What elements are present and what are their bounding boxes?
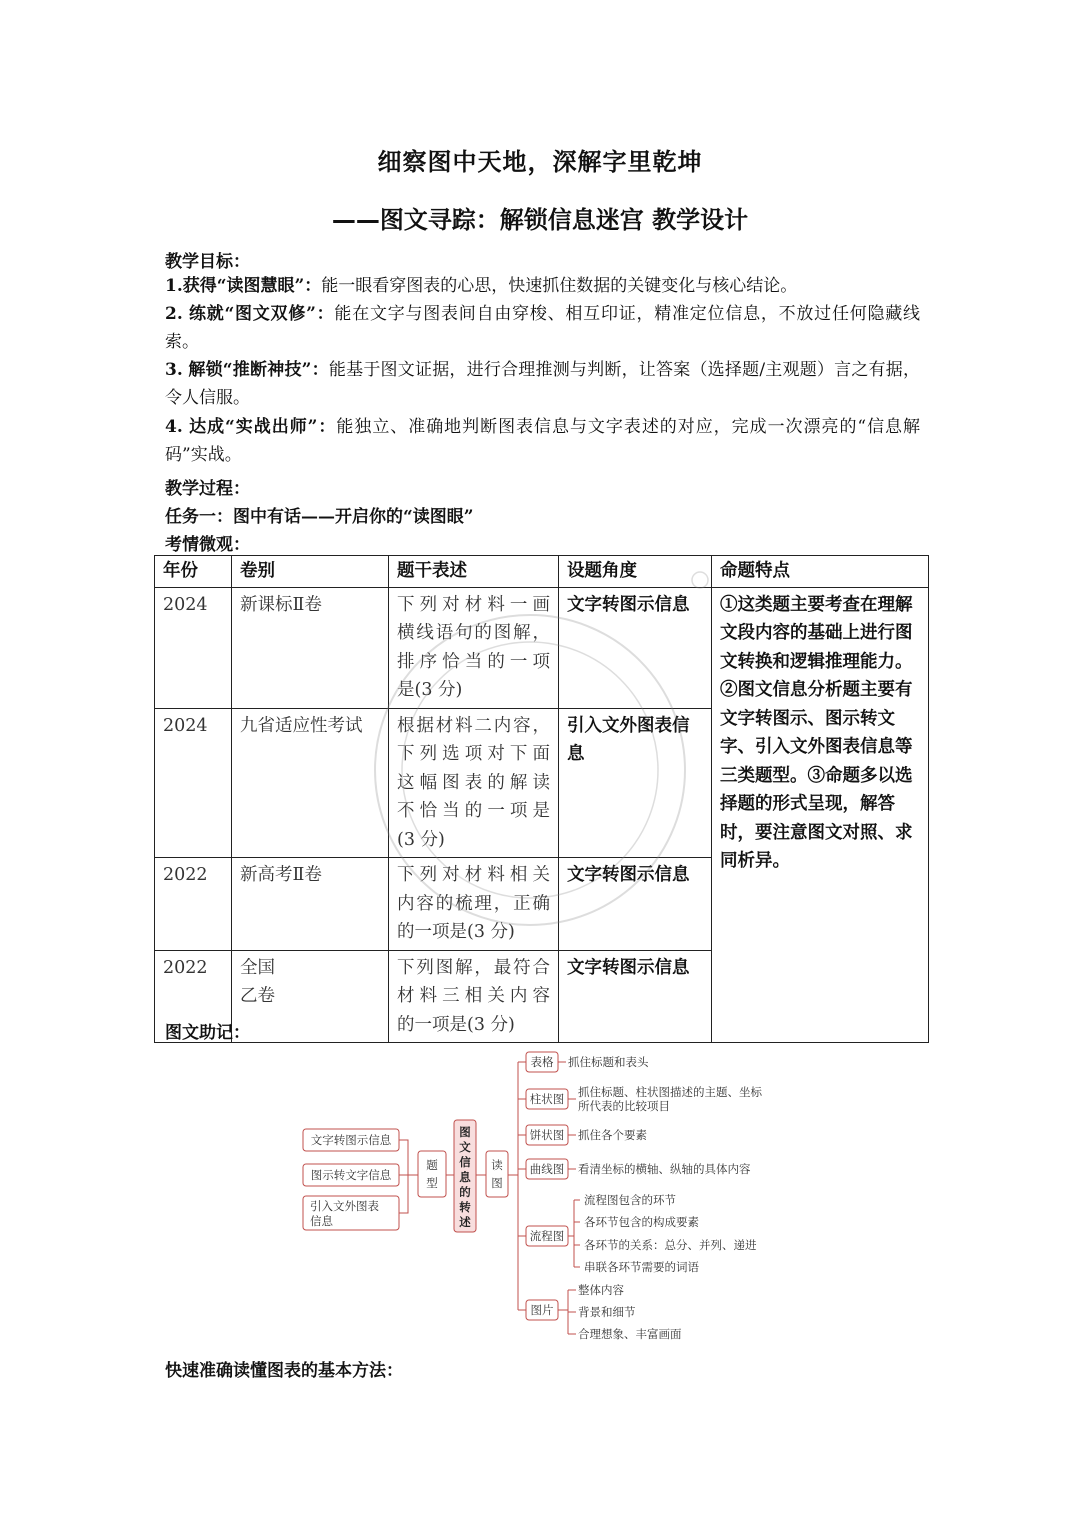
leaf-text: 看清坐标的横轴、纵轴的具体内容 <box>578 1162 751 1176</box>
center-char: 述 <box>459 1215 471 1229</box>
type-label-3a: 引入文外图表 <box>310 1199 379 1213</box>
cell-year: 2022 <box>155 950 232 1043</box>
exam-heading: 考情微观： <box>165 535 250 555</box>
header-paper: 卷别 <box>232 556 389 588</box>
du-tu-char-2: 图 <box>491 1176 503 1190</box>
du-tu-char-1: 读 <box>491 1158 503 1172</box>
cell-paper: 全国 乙卷 <box>232 950 389 1043</box>
leaf-text: 整体内容 <box>578 1283 624 1297</box>
cell-year: 2024 <box>155 708 232 858</box>
center-char: 信 <box>459 1155 471 1169</box>
header-angle: 设题角度 <box>559 556 712 588</box>
type-label-2: 图示转文字信息 <box>310 1168 392 1182</box>
cell-stem: 根据材料二内容， 下列选项对下面 这幅图表的解读 不恰当的一项是 (3 分) <box>389 708 559 858</box>
leaf-text: 各环节的关系：总分、并列、递进 <box>584 1238 757 1252</box>
center-char: 文 <box>459 1140 471 1154</box>
goal-3: 3. 解锁“推断神技”：能基于图文证据，进行合理推测与判断，让答案（选择题/主观题）言之有据，令人信服。 <box>165 360 920 409</box>
cell-stem: 下列对材料相关 内容的梳理，正确 的一项是(3 分) <box>389 858 559 951</box>
cell-year: 2022 <box>155 858 232 951</box>
leaf-text: 合理想象、丰富画面 <box>578 1327 682 1341</box>
task1-heading: 任务一：图中有话——开启你的“读图眼” <box>165 507 474 527</box>
goals-heading: 教学目标： <box>165 252 250 272</box>
cell-angle: 引入文外图表信息 <box>559 708 712 858</box>
branch-label-table: 表格 <box>530 1055 554 1069</box>
cell-angle: 文字转图示信息 <box>559 858 712 951</box>
leaf-text: 串联各环节需要的词语 <box>584 1260 699 1274</box>
cell-paper: 新高考Ⅱ卷 <box>232 858 389 951</box>
center-char: 转 <box>459 1200 471 1214</box>
mindmap-heading: 图文助记： <box>165 1023 250 1043</box>
ti-xing-char-2: 型 <box>426 1176 438 1190</box>
method-heading: 快速准确读懂图表的基本方法： <box>165 1361 403 1381</box>
leaf-text: 抓住标题、柱状图描述的主题、坐标 <box>578 1085 762 1099</box>
cell-stem: 下列对材料一画 横线语句的图解， 排序恰当的一项 是(3 分) <box>389 587 559 708</box>
process-heading: 教学过程： <box>165 479 250 499</box>
mindmap-diagram <box>296 1048 796 1348</box>
branch-label-line: 曲线图 <box>529 1162 565 1176</box>
cell-paper: 新课标Ⅱ卷 <box>232 587 389 708</box>
cell-angle: 文字转图示信息 <box>559 950 712 1043</box>
type-label-1: 文字转图示信息 <box>310 1133 392 1147</box>
center-char: 息 <box>459 1170 471 1184</box>
cell-stem: 下列图解，最符合 材料三相关内容 的一项是(3 分) <box>389 950 559 1043</box>
center-char: 的 <box>459 1185 471 1199</box>
branch-label-flow: 流程图 <box>529 1229 565 1243</box>
center-char: 图 <box>459 1125 471 1139</box>
cell-paper: 九省适应性考试 <box>232 708 389 858</box>
goal-1: 1.获得“读图慧眼”：能一眼看穿图表的心思，快速抓住数据的关键变化与核心结论。 <box>165 276 798 296</box>
goal-4: 4. 达成“实战出师”：能独立、准确地判断图表信息与文字表述的对应，完成一次漂亮的“信息解码”实战。 <box>165 417 920 466</box>
type-label-3b: 信息 <box>310 1214 333 1228</box>
leaf-text: 流程图包含的环节 <box>584 1193 676 1207</box>
ti-xing-char-1: 题 <box>426 1158 438 1172</box>
header-year: 年份 <box>155 556 232 588</box>
branch-label-image: 图片 <box>530 1303 554 1317</box>
goal-2: 2. 练就“图文双修”：能在文字与图表间自由穿梭、相互印证，精准定位信息，不放过任何隐藏线索。 <box>165 304 921 353</box>
leaf-text: 所代表的比较项目 <box>578 1099 670 1113</box>
header-feature: 命题特点 <box>712 556 929 588</box>
leaf-text: 抓住标题和表头 <box>568 1055 649 1069</box>
cell-features: ①这类题主要考查在理解文段内容的基础上进行图文转换和逻辑推理能力。②图文信息分析题主要有文字转图示、图示转文字、引入文外图表信息等三类题型。③命题多以选择题的形式呈现，解答时，要注意图文对照、求同析异。 <box>712 587 929 1043</box>
cell-angle: 文字转图示信息 <box>559 587 712 708</box>
branch-label-pie: 饼状图 <box>529 1128 565 1142</box>
cell-year: 2024 <box>155 587 232 708</box>
page-title: 细察图中天地，深解字里乾坤 <box>377 148 703 176</box>
branch-label-bar: 柱状图 <box>529 1092 565 1106</box>
page-subtitle: ——图文寻踪：解锁信息迷宫 教学设计 <box>331 206 749 234</box>
leaf-text: 抓住各个要素 <box>578 1128 647 1142</box>
watermark-seal <box>360 560 720 960</box>
header-stem: 题干表述 <box>389 556 559 588</box>
leaf-text: 各环节包含的构成要素 <box>584 1215 699 1229</box>
leaf-text: 背景和细节 <box>578 1305 636 1319</box>
